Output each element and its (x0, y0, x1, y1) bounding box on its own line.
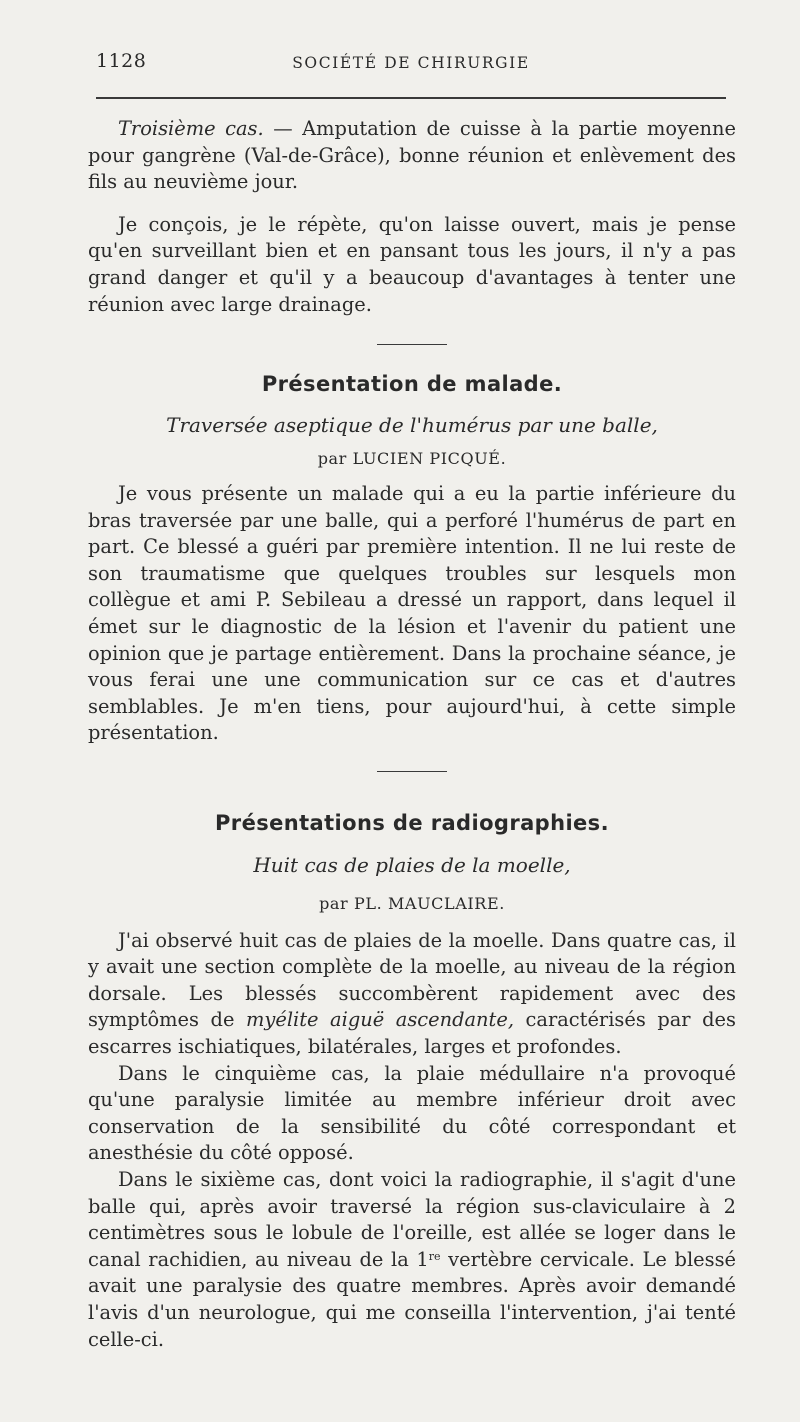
presentation-paragraph: Je vous présente un malade qui a eu la partie inférieure du bras traversée par une balle, qui a perforé l'humérus de part en part. Ce blessé a guéri par première intention. Il ne lui reste de son traumatisme que quelques troubles sur lesquels mon collègue et ami P. Sebileau a dressé un rapport, dans lequel il émet sur le diagnostic de la lésion et l'avenir du patient une opinion que je partage entièrement. Dans la prochaine séance, je vous ferai une une communication sur ce cas et d'autres semblables. Je m'en tiens, pour aujourd'hui, à cette simple présentation. (88, 481, 736, 745)
fifth-case-paragraph: Dans le cinquième cas, la plaie médullaire n'a provoqué qu'une paralysie limitée au membre inférieur droit avec conservation de la sensibilité du côté correspondant et anesthésie du côté opposé. (88, 1061, 736, 1165)
section-divider (377, 771, 447, 772)
observation-paragraph (88, 928, 736, 1061)
sixth-case-text-start: Dans le sixième cas, dont voici la radiographie, il s'agit d'une balle qui, après avoir traversé la région sus-claviculaire à 2 centimètres sous le lobule de l'oreille, est allée se loger dans le canal rachidien, au niveau de la 1 (88, 1168, 736, 1271)
conclusion-paragraph: Je conçois, je le répète, qu'on laisse ouvert, mais je pense qu'en surveillant bien et en pansant tous les jours, il n'y a pas grand danger et qu'il y a beaucoup d'avantages à tenter une réunion avec large drainage. (88, 212, 736, 316)
observation-text-end: caractérisés par des escarres ischiatiques, bilatérales, larges et profondes. (88, 1008, 736, 1059)
ordinal-superscript: re (428, 1249, 441, 1263)
case-three-paragraph (88, 116, 736, 196)
sixth-case-paragraph (88, 1167, 736, 1353)
page-header (96, 50, 726, 80)
observation-text-start: J'ai observé huit cas de plaies de la moelle. Dans quatre cas, il y avait une section complète de la moelle, au niveau de la région dorsale. Les blessés succombèrent rapidement avec des symptômes de (88, 928, 736, 1032)
myelite-term: myélite aiguë ascendante, (246, 1008, 514, 1032)
case-three-text: — Amputation de cuisse à la partie moyenne pour gangrène (Val-de-Grâce), bonne réunion et enlèvement des fils au neuvième jour. (88, 117, 736, 194)
sixth-case-text-end: vertèbre cervicale. Le blessé avait une paralysie des quatre membres. Après avoir demandé l'avis d'un neurologue, qui me conseilla l'intervention, j'ai tenté celle-ci. (88, 1247, 736, 1351)
section-subtitle-humerus: Traversée aseptique de l'humérus par une balle, (166, 412, 658, 437)
section-title-malade: Présentation de malade. (261, 372, 563, 397)
page-content (88, 116, 736, 1353)
page-number: 1128 (96, 50, 147, 72)
section-divider (377, 344, 447, 345)
author-byline-mauclaire: par PL. MAUCLAIRE. (319, 894, 505, 914)
section-subtitle-moelle: Huit cas de plaies de la moelle, (253, 853, 571, 878)
running-title: SOCIÉTÉ DE CHIRURGIE (292, 54, 530, 72)
case-three-lead: Troisième cas. (118, 117, 264, 140)
author-byline-picque: par LUCIEN PICQUÉ. (317, 449, 507, 469)
header-rule (96, 97, 726, 99)
section-title-radiographies: Présentations de radiographies. (215, 810, 609, 835)
